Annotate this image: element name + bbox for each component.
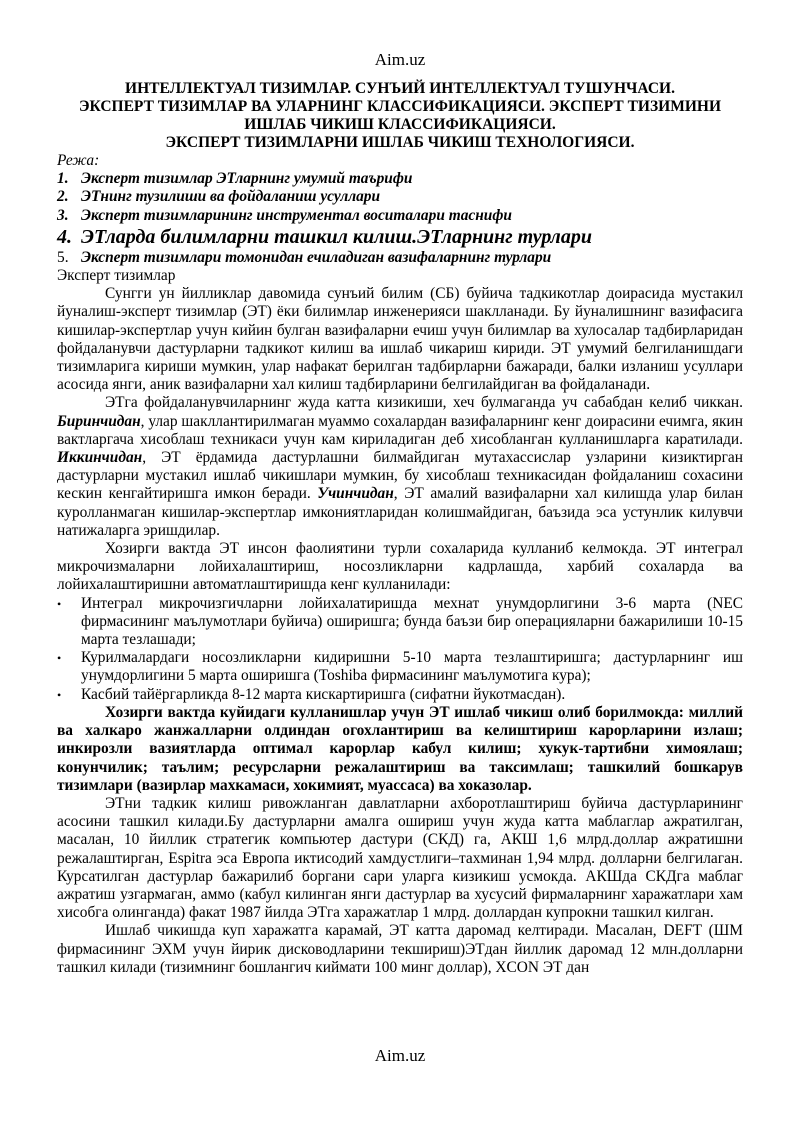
- emphasis-second: Иккинчидан: [57, 449, 143, 467]
- plan-item-text: Эксперт тизимларининг инструментал воситалари таснифи: [81, 206, 512, 224]
- plan-item-text: Эксперт тизимлар ЭТларнинг умумий таърифи: [81, 170, 413, 188]
- bullet-text: Касбий тайёргарликда 8-12 марта кискартиришга (сифатни йукотмасдан).: [81, 685, 566, 703]
- bullet-item: [57, 686, 743, 704]
- title-line-3: ИШЛАБ ЧИКИШ КЛАССИФИКАЦИЯСИ.: [244, 116, 556, 133]
- paragraph-5: ЭТни тадкик килиш ривожланган давлатларни ахборотлаштириш буйича дастурларининг асосини ташкил килади.Бу дастурларни амалга ошириш учун жуда катта маблаглар ажратилган, масалан, 10 йиллик стратегик компьютер дастури (СКД) га, АКШ 1,6 млрд.доллар ажратишни режалаштирган, Espitra эса Европа иктисодий хамдустлиги–тахминан 1,94 млрд. долларни белгилаган. Курсатилган дастурлар бажарилиб боргани сари уларга кизикиш усмокда. АКШда СКДга маблаг ажратиш узгармаган, аммо (кабул килинган янги дастурлар ва хусусий фирмаларнинг харажатлари хам хисобга олинганда) факат 1987 йилда ЭТга харажатлар 1 млрд. доллардан купрокни ташкил килган.: [57, 794, 743, 922]
- emphasis-third: Учинчидан: [317, 485, 394, 503]
- document-body: [57, 152, 743, 977]
- emphasis-first: Биринчидан: [57, 412, 141, 430]
- document-title: [55, 80, 745, 152]
- plan-item: [57, 249, 743, 267]
- plan-item-number: 4.: [57, 225, 72, 248]
- section-label: Эксперт тизимлар: [57, 267, 176, 285]
- bullet-text: Курилмалардаги носозликларни кидиришни 5-10 марта тезлаштиришга; дастурларнинг иш унумдорлигини 5 марта оширишга (Toshiba фирмасининг маълумотига кура);: [81, 649, 743, 685]
- plan-item-text: ЭТнинг тузилиши ва фойдаланиш усуллари: [81, 188, 381, 206]
- bullet-list: [57, 595, 743, 704]
- plan-item-number: 3.: [57, 206, 69, 224]
- paragraph-1: Сунгги ун йилликлар давомида сунъий билим (СБ) буйича тадкикотлар доирасида мустакил йуналиш-эксперт тизимлар (ЭТ) ёки билимлар инженерияси шаклланади. Бу йуналишнинг вазифасига кишилар-экспертлар учун кийин булган вазифаларни ечиш учун билимлар ва хулосалар тадбирларидан фойдаланувчи дастурларни тадкикот килиш ва ишлаб чикариш кириди. ЭТ умумий белгиланишдаги тизимларига кириши мумкин, улар нафакат берилган тадбирларни бажаради, балки изланиш усуллари асосида янги, аник вазифаларни хал килиш тадбирларини белгилайдиган ва фойдаланади.: [57, 285, 743, 394]
- plan-item-number: 2.: [57, 188, 69, 206]
- paragraph-2-text: ЭТга фойдаланувчиларнинг жуда катта кизикиши, хеч булмаганда уч сабабдан келиб чиккан.: [105, 394, 743, 412]
- plan-list: [57, 170, 743, 267]
- paragraph-6: Ишлаб чикишда куп харажатга карамай, ЭТ катта даромад келтиради. Масалан, DEFT (ШМ фирмасининг ЭХМ учун йирик дисководларини текшириш)ЭТдан йиллик даромад 12 млн.долларни ташкил килади (тизимнинг бошлангич киймати 100 минг доллар), XCON ЭТ дан: [57, 922, 743, 976]
- plan-item: [57, 225, 743, 249]
- paragraph-4: Хозирги вактда куйидаги кулланишлар учун ЭТ ишлаб чикиш олиб борилмокда: миллий ва халкаро жанжалларни олдиндан огохлантириш ва келиштириш карорларини излаш; инкирозли вазиятларда оптимал карорлар кабул килиш; хукук-тартибни химоялаш; конунчилик; таълим; ресурсларни режалаштириш ва таксимлаш; ташкилий бошкарув тизимлари (вазирлар махкамаси, хокимият, муассаса) ва хоказолар.: [57, 703, 743, 794]
- plan-item-text: ЭТларда билимларни ташкил килиш.ЭТларнинг турлари: [81, 225, 592, 248]
- plan-label: Режа:: [57, 152, 100, 169]
- title-line-2: ЭКСПЕРТ ТИЗИМЛАР ВА УЛАРНИНГ КЛАССИФИКАЦИЯСИ. ЭКСПЕРТ ТИЗИМИНИ: [78, 98, 722, 115]
- bullet-icon: •: [57, 687, 62, 702]
- plan-item: [57, 207, 743, 225]
- paragraph-3: Хозирги вактда ЭТ инсон фаолиятини турли сохаларида кулланиб келмокда. ЭТ интеграл микрочизмаларни лойихалаштириш, носозликларни кадрлашда, харбий сохаларда ва лойихалаштиришни автоматлаштиришда кенг кулланилади:: [57, 540, 743, 594]
- plan-item-number: 1.: [57, 170, 69, 188]
- plan-item: [57, 188, 743, 206]
- plan-item: [57, 170, 743, 188]
- paragraph-2-text: , ЭТ ёрдамида дастурлашни билмайдиган мутахассислар узларини кизиктирган дастурларни мустакил ишлаб чикишлари мумкин, бу хисоблаш техникасидан фойдаланиш сохасини кескин кенгайтиришга имкон беради.: [57, 449, 743, 503]
- header-site-name: Aim.uz: [374, 50, 426, 69]
- plan-item-number: 5.: [57, 248, 69, 266]
- paragraph-2-text: , улар шакллантирилмаган муаммо сохалардан вазифаларнинг кенг доирасини ечимга, якин вактларгача хисоблаш техникаси учун кам кириладиган деб хисобланган кулланишларга каратилади.: [57, 412, 743, 448]
- footer-site-name: Aim.uz: [374, 1046, 426, 1065]
- plan-item-text: Эксперт тизимлари томонидан ечиладиган вазифаларнинг турлари: [81, 248, 552, 266]
- bullet-item: [57, 595, 743, 650]
- title-line-4: ЭКСПЕРТ ТИЗИМЛАРНИ ИШЛАБ ЧИКИШ ТЕХНОЛОГИЯСИ.: [165, 134, 635, 151]
- paragraph-2-text: , ЭТ амалий вазифаларни хал килишда улар билан куролланмаган кишилар-экспертлар имкониятларидан колишмайдиган, баъзида эса устунлик килувчи натижаларга эришдилар.: [57, 485, 743, 539]
- bullet-item: [57, 649, 743, 685]
- bullet-icon: •: [57, 651, 62, 666]
- title-line-1: ИНТЕЛЛЕКТУАЛ ТИЗИМЛАР. СУНЪИЙ ИНТЕЛЛЕКТУАЛ ТУШУНЧАСИ.: [125, 80, 675, 97]
- paragraph-2: [57, 394, 743, 540]
- bullet-icon: •: [57, 596, 62, 611]
- bullet-text: Интеграл микрочизгичларни лойихалатиришда мехнат унумдорлигини 3-6 марта (NEC фирмасининг маълумотлари буйича) оширишга; бунда баъзи бир операцияларни бажарилиши 10-15 марта тезлашади;: [81, 594, 743, 649]
